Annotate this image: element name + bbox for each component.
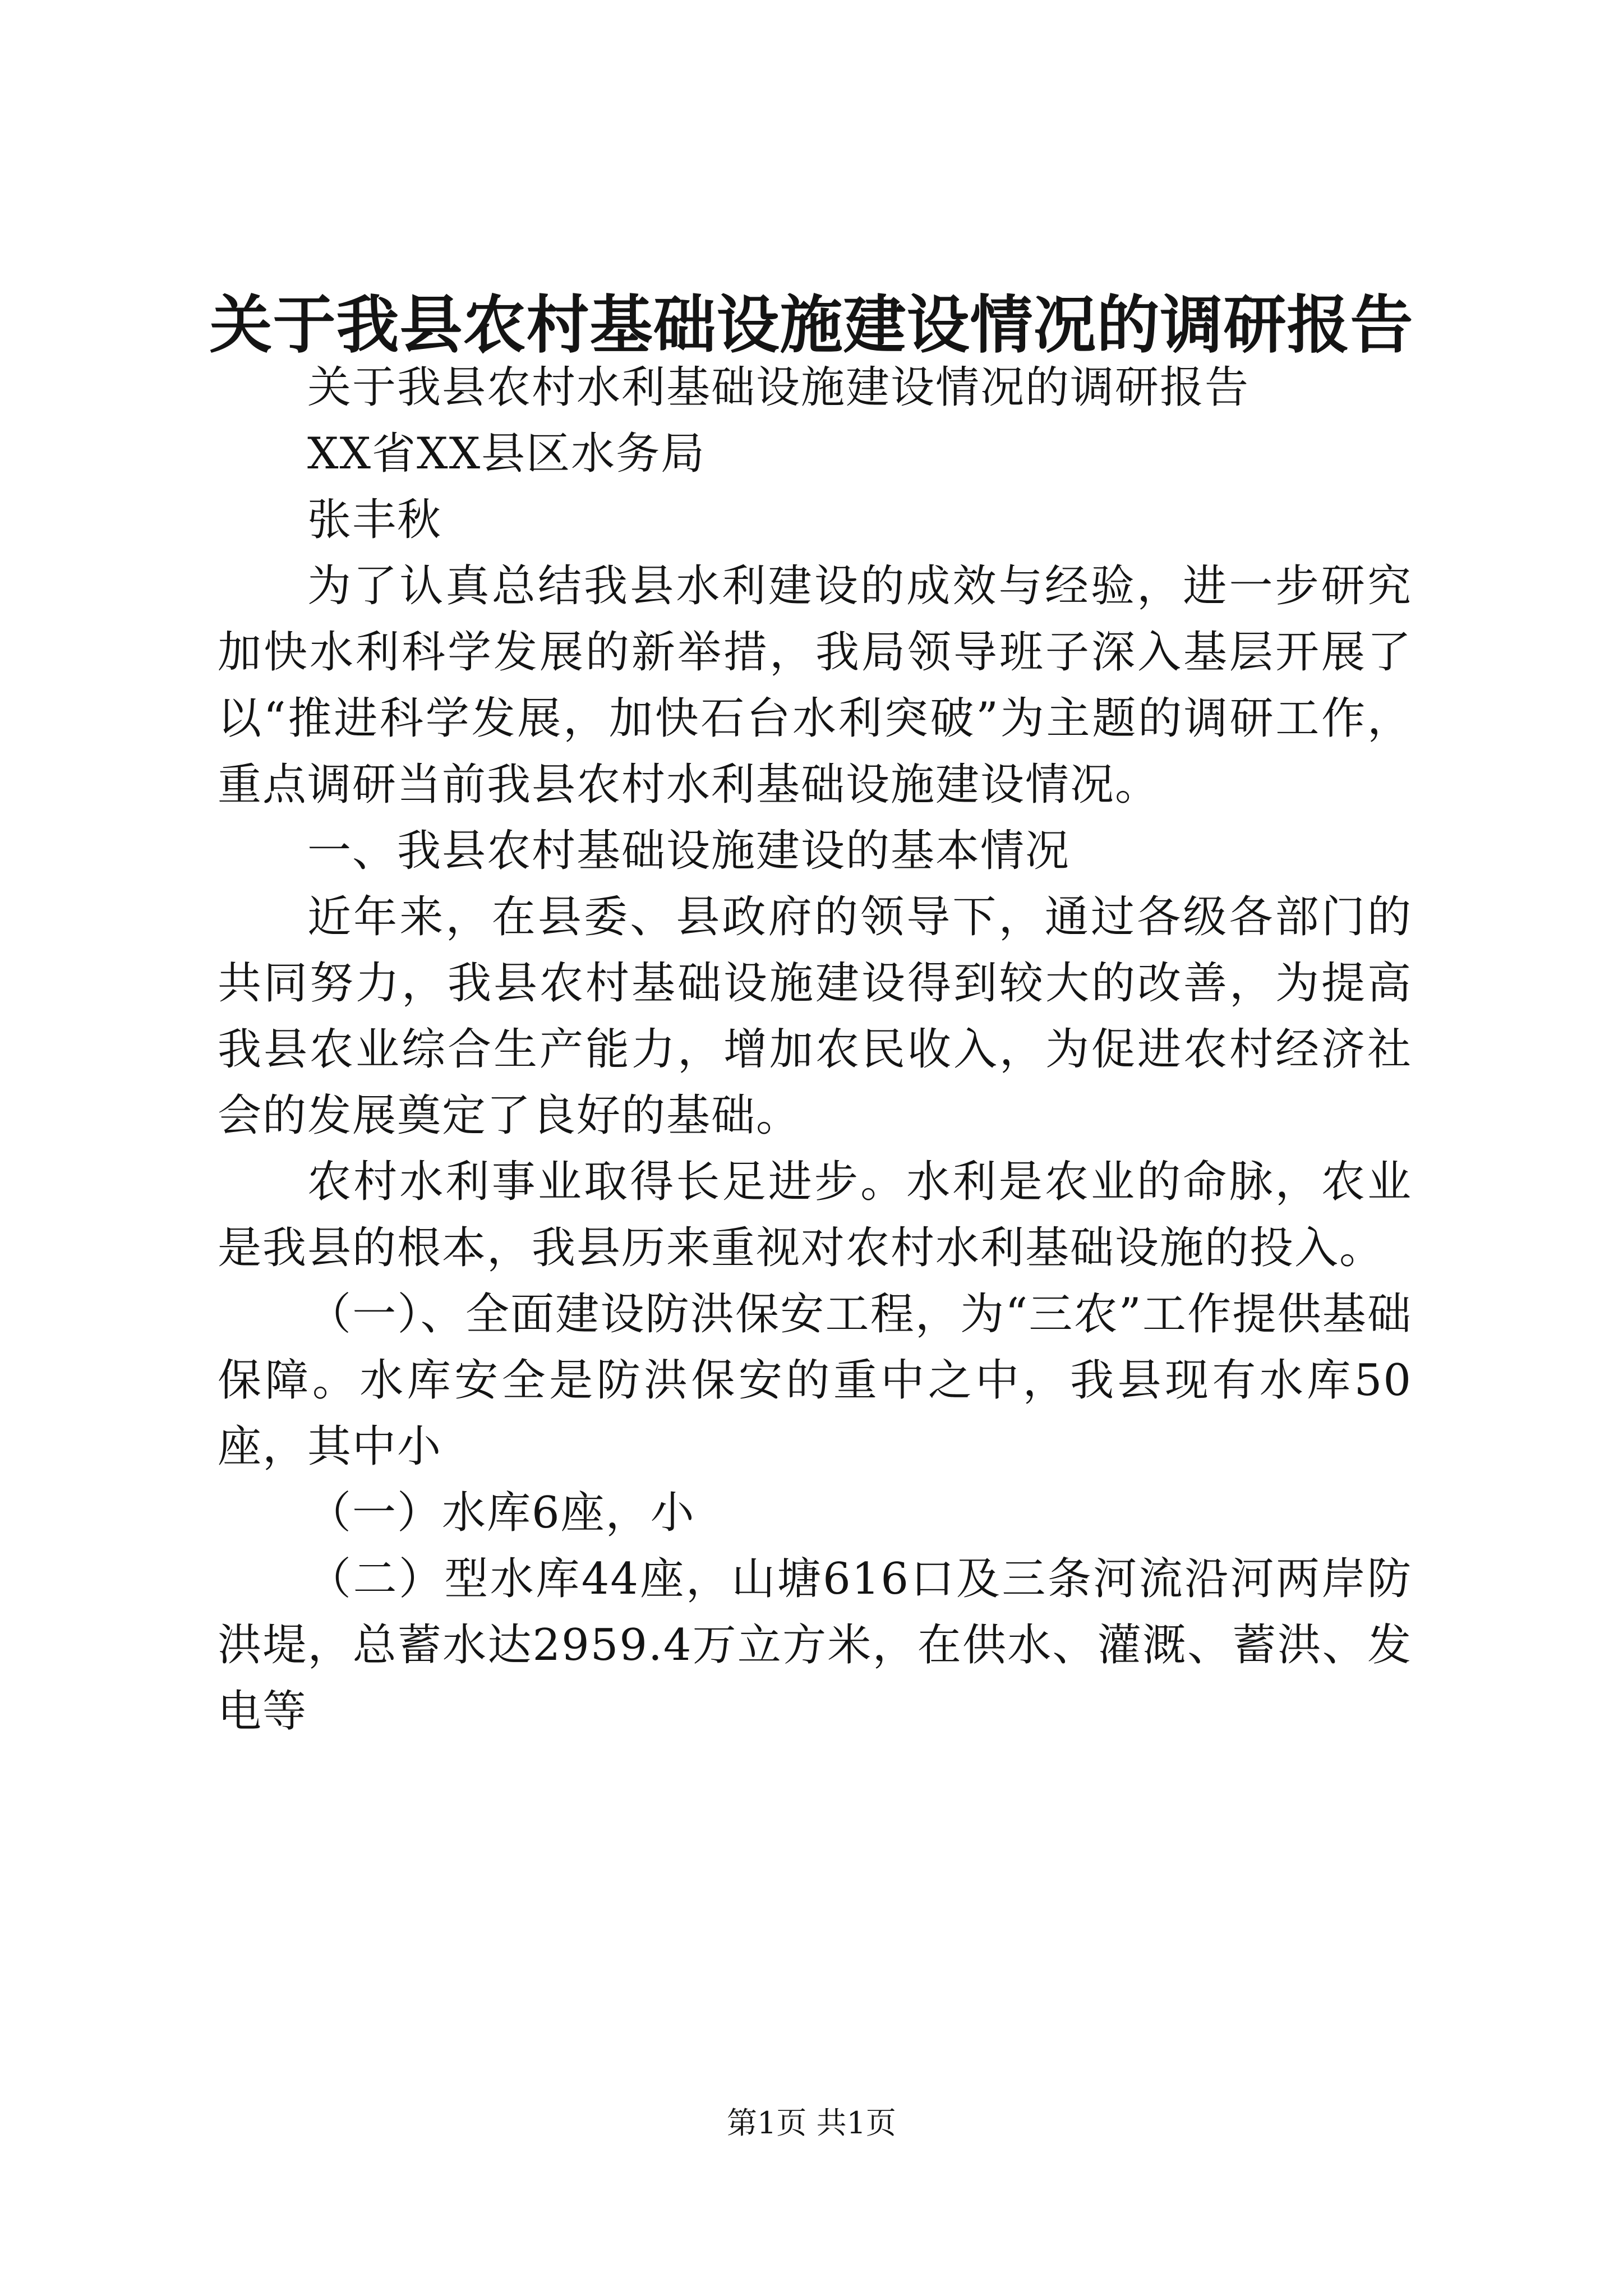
section-heading: 一、我县农村基础设施建设的基本情况 — [307, 826, 1071, 876]
body-paragraph: 农村水利事业取得长足进步。水利是农业的命脉，农业是我县的根本，我县历来重视对农村水利基础设施的投入。 — [218, 1157, 1412, 1273]
body-paragraph: （一）、全面建设防洪保安工程，为“三农”工作提供基础保障。水库安全是防洪保安的重中之中，我县现有水库50座，其中小 — [218, 1289, 1412, 1472]
organization-paragraph: XX省XX县区水务局 — [307, 429, 706, 479]
body-paragraph: 近年来，在县委、县政府的领导下，通过各级各部门的共同努力，我县农村基础设施建设得到较大的改善，为提高我县农业综合生产能力，增加农民收入，为促进农村经济社会的发展奠定了良好的基础。 — [218, 892, 1412, 1141]
subtitle-paragraph: 关于我县农村水利基础设施建设情况的调研报告 — [307, 362, 1250, 413]
page-footer: 第1页 共1页 — [727, 2105, 896, 2141]
document-title: 关于我县农村基础设施建设情况的调研报告 — [209, 288, 1414, 362]
author-paragraph: 张丰秋 — [307, 495, 442, 545]
body-paragraph: （二）型水库44座，山塘616口及三条河流沿河两岸防洪堤，总蓄水达2959.4万立方米，在供水、灌溉、蓄洪、发电等 — [218, 1554, 1412, 1737]
document-body — [218, 348, 1412, 1745]
body-paragraph: （一）水库6座，小 — [307, 1488, 695, 1538]
intro-paragraph: 为了认真总结我县水利建设的成效与经验，进一步研究加快水利科学发展的新举措，我局领导班子深入基层开展了以“推进科学发展，加快石台水利突破”为主题的调研工作，重点调研当前我县农村水利基础设施建设情况。 — [218, 561, 1412, 810]
